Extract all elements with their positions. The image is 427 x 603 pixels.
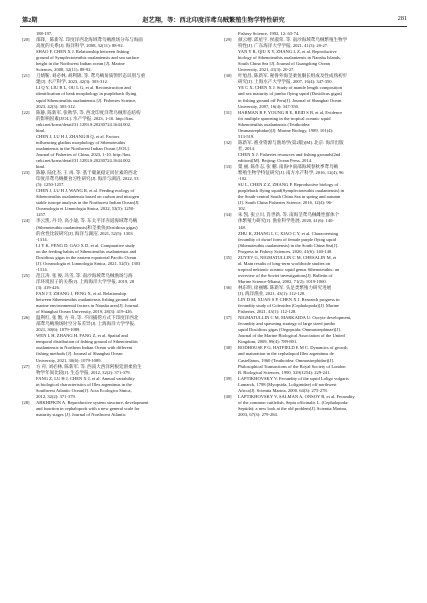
reference-number: [23] xyxy=(22,170,30,176)
reference-line: cnki.net/kcms/detail/31.1283.S.20230724.1644.002. xyxy=(36,157,132,163)
running-title: 赵艺翔，等：西北印度洋鸢乌贼繁殖生物学特性研究 xyxy=(142,17,285,24)
reference-line: (5): 1250-1257. xyxy=(36,182,65,188)
reference-number: [27] xyxy=(22,363,30,369)
reference-line: CHEN J, LU H J, ZHANG B Q, et al. Factors xyxy=(36,133,120,139)
reference-line: 体繁殖力研究[J]. 渔业科学进展, 2020, 41(6): 140- xyxy=(238,218,334,224)
reference-line: [J]. Oceanologia et Limnologia Sinica, 2021, 52(5): 1303 xyxy=(36,260,141,266)
reference-line: 2023, 42(3): 303-312. xyxy=(36,103,76,109)
reference-text: 林东明, 徐丽娜, 陈新军. 头足类繁殖力研究进展 xyxy=(238,284,332,290)
reference-text: LAPTIKHOVSKY V. Fecundity of the squid Loligo vulgaris xyxy=(238,375,349,381)
reference-entry xyxy=(224,345,406,375)
issue-label: 第2期 xyxy=(22,17,38,24)
reference-line: 部鸢乌贼渔场时空分布差异[J]. 上海海洋大学学报, xyxy=(36,321,136,327)
references-right-column xyxy=(224,31,406,418)
reference-line: University, 2021, 30(6): 1079-1089. xyxy=(36,357,102,363)
reference-line: Kingdom, 2009, 89(4): 789-801. xyxy=(238,339,298,345)
reference-line: Dosidicus gigas in the eastern equatorial Pacific Ocean xyxy=(36,254,137,260)
reference-line: squid Dosidicus gigas (Oegopsida: Ommastrephinae)[J]. xyxy=(238,327,341,333)
reference-line: influencing gladius morphology of Sthenoteuthis xyxy=(36,139,126,145)
reference-entry xyxy=(224,140,406,164)
reference-line: Castellanos, 1960 (Teuthoidea: Ommastrephidae)[J]. xyxy=(238,357,335,363)
reference-line: 的影响因素[J/OL]. 水产学报, 2023, 1-10. http://kns. xyxy=(36,115,134,121)
reference-line: squid Sthenoteuthis oualaniensis [J]. Fisheries Science, xyxy=(36,97,137,103)
reference-line: -102. xyxy=(238,176,248,182)
reference-line: CHEN J, LU H J, WANG R, et al. Feeding ecology of xyxy=(36,188,135,194)
reference-text: 朱 凯, 张立川, 肖世新, 等. 南海茎鸢乌贼雌性群体个 xyxy=(238,212,340,218)
reference-number: [30] xyxy=(224,73,232,79)
reference-number: [24] xyxy=(22,218,30,224)
reference-line: on the feeding habits of Sthenoteuthis oualaniensis and xyxy=(36,248,137,254)
reference-number: [31] xyxy=(224,109,232,115)
reference-line: 洋环境因子的关系[J]. 上海海洋大学学报, 2019, 28 xyxy=(36,278,135,284)
reference-text: HARMAN R F, YOUNG R E, REID S B, et al. Evidence xyxy=(238,109,343,115)
reference-number: [22] xyxy=(22,109,30,115)
reference-line: Fishery Science, 1992, 12: 63-74. xyxy=(238,31,300,36)
reference-line: LI Q Y, LIU B L, OU L G, et al. Reconstruction and xyxy=(36,85,131,91)
reference-line: 特性[J]. 广东海洋大学学报, 2021, 41(3): 20-27. xyxy=(238,43,329,49)
reference-line: 1257. xyxy=(36,212,47,218)
reference-line: fecundity of dwarf form of female purple flying squid xyxy=(238,236,336,242)
reference-line: Oceanologia et Limnologia Sinica, 2022, 53(5): 1250- xyxy=(36,206,135,212)
reference-line: biology of Sthenoteuthis oualaniensis in Nansha Islands, xyxy=(238,55,341,61)
reference-line: Sepiida): a new look at the old problem[J]. Scientia Marina, xyxy=(238,405,347,411)
reference-line: 的食性比较研究[J]. 海洋与湖沼, 2021, 52(5): 1303 xyxy=(36,230,133,236)
reference-line: overview of the Soviet investigations[J]. Bulletin of xyxy=(238,272,333,278)
reference-line: Ommastrephidae)[J]. Marine Biology, 1989, 101(4): xyxy=(238,127,334,133)
reference-line: SU L, CHEN Z Z, ZHANG P. Reproductive biology of xyxy=(238,182,339,188)
reference-entry xyxy=(224,212,406,254)
reference-number: [34] xyxy=(224,212,232,218)
reference-line: 高度的关系[J]. 海洋科学, 2008, 32(11): 88-92. xyxy=(36,43,124,49)
reference-line: Sthenoteuthis oualaniensis based on carbon and nitrogen xyxy=(36,194,140,200)
reference-line: identification of beak morphology in purpleback flying xyxy=(36,91,137,97)
reference-line: oualaniensis in the Northwest Indian Ocean [J/OL]. xyxy=(36,145,130,151)
reference-line: (3): 419-426. xyxy=(36,284,60,290)
reference-line: 2003, 67(3): 279-284. xyxy=(238,411,278,417)
reference-number: [35] xyxy=(224,254,232,260)
reference-text: 颜云榕, 邱星宇, 侯淑荣, 等. 南沙海域鸢乌贼繁殖生物学 xyxy=(238,37,348,43)
reference-line: 513-519. xyxy=(238,133,255,139)
reference-line: YE C X, CHEN X J. Study of mantle length composition xyxy=(238,85,343,91)
reference-number: [36] xyxy=(224,284,232,290)
reference-line: al. Main results of long-term worldwide studies on xyxy=(238,260,331,266)
reference-text: 温利红, 张 衡, 方 舟, 等. 不同捕捞方式下印度洋西北 xyxy=(36,315,139,321)
reference-line: (Sthenoteuthis oualaniensis) in the South China Sea[J]. xyxy=(238,242,339,248)
reference-line: marine environmental factors in Nansha area[J]. Journal xyxy=(36,303,139,309)
reference-text: 陈静, 陆化杰, 王 再, 等. 基于碳氮稳定同位素的西北 xyxy=(36,170,138,176)
reference-line: height in the Northwest Indian ocean [J]. Marine xyxy=(36,61,125,67)
header-rule xyxy=(20,26,407,27)
reference-number: [33] xyxy=(224,164,232,170)
reference-line: [J]. 海洋渔业, 2021, 43(1): 112-128. xyxy=(238,291,306,297)
reference-line: 印度洋鸢乌贼摄食习性研究[J]. 海洋与湖沼, 2022, 53 xyxy=(36,176,139,182)
reference-number: [38] xyxy=(224,345,232,351)
reference-entry xyxy=(22,73,204,109)
reference-text: 刀婧靳, 刘必林, 胡利锦, 等. 鸢乌贼角质颚形态识别与重 xyxy=(36,73,146,79)
reference-line: and sex maturity of jumbo flying squid (Dosidicus gigas) xyxy=(238,91,343,97)
reference-line: fecundity study of Coleoidea (Cephalopoda)[J]. Marine xyxy=(238,303,340,309)
reference-entry xyxy=(224,315,406,345)
reference-line: and function in cephalopods with a new general scale for xyxy=(36,405,140,411)
reference-text: 方 舟, 刘必林, 陈新军, 等. 西南大西洋阿根廷滑柔鱼生 xyxy=(36,363,142,369)
reference-line: B. Biological Sciences, 1990, 329(1254): 229-241. xyxy=(238,369,331,375)
reference-line: CHEN X J. Fisheries resources and fishing grounds(2nd xyxy=(238,151,341,157)
page-header xyxy=(0,0,427,28)
reference-line: LI Y K, FENG D, GAO X D, et al. Comparative study xyxy=(36,242,136,248)
reference-line: Journal of Fisheries of China, 2023, 1-10. http://kns. xyxy=(36,151,132,157)
page-number: 281 xyxy=(397,15,407,22)
reference-line: maturity stages [J]. Journal of Northwest Atlantic xyxy=(36,411,126,417)
reference-line: Philosophical Transactions of the Royal Society of London xyxy=(238,363,346,369)
reference-number: [29] xyxy=(224,37,232,43)
reference-number: [40] xyxy=(224,393,232,399)
reference-text: RODHOUSE P G, HATFIELD E M C. Dynamics of growth xyxy=(238,345,348,351)
reference-text: 陈静, 陈新军, 张秋华, 等. 西北印度洋鸢乌贼形态结构 xyxy=(36,109,141,115)
reference-entry xyxy=(22,218,204,272)
reference-line: Marine Science-Miami, 2002, 71(2): 1019-1060. xyxy=(238,278,327,284)
reference-entry xyxy=(22,110,204,170)
reference-text: 粟 丽, 陈作志, 张 鹏. 南海中南部海域春秋季鸢乌贼 xyxy=(238,164,339,170)
reference-line: FANG Z, LU H J, CHEN X J, et al. Annual variability xyxy=(36,375,135,381)
reference-line: for multiple spawning in the tropical oceanic squid xyxy=(238,115,331,121)
reference-entry xyxy=(22,37,204,73)
reference-number: [20] xyxy=(22,37,30,43)
reference-text: NIGMATULLIN C M, MARKAIDA U. Oocyte development, xyxy=(238,315,352,321)
reference-line: oualaniensis in Northern Indian Ocean with different xyxy=(36,345,133,351)
reference-line: 2012, 32(2): 371-379. xyxy=(36,393,76,399)
reference-text: ARKHIPKIN A. Reproductive system structure, development xyxy=(36,399,149,405)
reference-line: -1314. xyxy=(36,266,48,272)
reference-line: 研究[J]. 上海水产大学学报, 2007, 16(4): 347-350. xyxy=(238,79,333,85)
reference-line: 148. xyxy=(238,224,246,230)
reference-line: temporal distribution of fishing ground of Sthenoteuthis xyxy=(36,339,138,345)
reference-line: Sthenoteuthis oualaniensis (Teuthoidea: xyxy=(238,121,311,127)
reference-text: 范江涛, 张 俊, 冯雪, 等. 南沙海域鸢乌贼渔场与海 xyxy=(36,272,133,278)
reference-line: Lamarck, 1798 (Myopsida, Loliginidae) off northwest xyxy=(238,381,337,387)
reference-line: the South-central South China Sea in spring and autumn xyxy=(238,194,341,200)
reference-line: tropical nektonic oceanic squid genus Sthenoteuthis: an xyxy=(238,266,340,272)
reference-line: Journal of the Marine Biological Association of the United xyxy=(238,333,345,339)
reference-entry xyxy=(22,315,204,363)
reference-entry xyxy=(22,400,204,418)
reference-text: 叶旭昌, 陈新军. 秘鲁外海茎柔鱼胴长组成及性成熟初步 xyxy=(238,73,348,79)
reference-line: in biological characteristics of Illex argentinus in the xyxy=(36,381,132,387)
reference-number: [28] xyxy=(22,399,30,405)
reference-line: 社, 2014. xyxy=(238,145,256,151)
reference-line: ground of Symplectoteuthis oualaniensis and sea surface xyxy=(36,55,140,61)
reference-line: html. xyxy=(36,164,46,170)
reference-number: [39] xyxy=(224,375,232,381)
reference-number: [37] xyxy=(224,315,232,321)
reference-line: Progress in Fishery Sciences, 2020, 41(6): 140-148. xyxy=(238,248,333,254)
reference-line: YAN Y R, QIU X Y, ZHANG L Z, et al. Reproductive xyxy=(238,49,337,55)
reference-entry xyxy=(224,73,406,109)
reference-text: 李云凯, 丹 玲, 高小迪, 等. 东太平洋赤道海域鸢乌贼 xyxy=(36,218,138,224)
reference-line: SHAO F, CHEN X J. Relationship between fishing xyxy=(36,49,129,55)
reference-entry xyxy=(22,364,204,400)
reference-line: Africa[J]. Scientia Marina, 2000, 64(3): 275-278. xyxy=(238,387,328,393)
reference-line: 2021, 30(6): 1079-1089. xyxy=(36,327,81,333)
reference-line: WEN L H, ZHANG H, FANG Z, et al. Spatial and xyxy=(36,333,128,339)
reference-line: 102. xyxy=(238,206,246,212)
reference-line: 188-197. xyxy=(36,31,53,36)
reference-line: 物学年间比较[J]. 生态学报, 2012, 32(2): 371-379. xyxy=(36,369,131,375)
reference-line: and maturation in the cephalopod Illex argentinus de xyxy=(238,351,334,357)
reference-line: Fisheries, 2021, 43(1): 112-128. xyxy=(238,309,297,315)
reference-line: Sciences, 2008, 32(11): 88-92. xyxy=(36,67,92,73)
reference-entry xyxy=(224,255,406,285)
reference-line: in fishing ground off Peru[J]. Journal of Shanghai Ocean xyxy=(238,97,342,103)
reference-entry xyxy=(224,394,406,418)
reference-line: stable isotope analysis in the Northwest Indian Ocean[J]. xyxy=(36,200,140,206)
reference-line: 繁殖生物学特征研究[J]. 南方水产科学, 2016, 12(4), 96 xyxy=(238,170,344,176)
reference-entry xyxy=(224,285,406,315)
reference-line: cnki.net/kcms/detail/31.1283.S.20230724.1644.002. xyxy=(36,121,132,127)
reference-line: html. xyxy=(36,127,46,133)
reference-entry xyxy=(22,170,204,218)
reference-line: -1314. xyxy=(36,236,48,242)
reference-line: University, 2007, 16(4): 347-350. xyxy=(238,103,300,109)
reference-number: [32] xyxy=(224,139,232,145)
reference-line: 建[J]. 水产科学, 2023, 42(3): 303-312. xyxy=(36,79,108,85)
reference-entry xyxy=(224,37,406,73)
reference-entry xyxy=(22,273,204,315)
reference-line: fecundity and spawning strategy of large sized jumbo xyxy=(238,321,336,327)
reference-entry xyxy=(224,376,406,394)
reference-number: [26] xyxy=(22,315,30,321)
reference-line: LIN D M, XUAN S P, CHEN X J. Research progress in xyxy=(238,297,340,303)
reference-line: of Shanghai Ocean University, 2019, 28(3): 419-426. xyxy=(36,309,133,315)
reference-line: University, 2021, 41(3): 20-27. xyxy=(238,67,295,73)
reference-line: between Sthenoteuthis oualaniensis fishing ground and xyxy=(36,297,137,303)
reference-text: LAPTIKHOVSKY V, SALMAN A, ONSOY B, et al. Fecundity xyxy=(238,393,355,399)
reference-line: fishing methods [J]. Journal of Shanghai Ocean xyxy=(36,351,123,357)
reference-line: of the common cuttlefish, Sepia officinalis L. (Cephalopoda: xyxy=(238,399,349,405)
reference-line: (Sthenoteuthis oualaniensis)和茎柔鱼(Dosidicus gigas) xyxy=(36,224,138,230)
reference-line: FAN J T, ZHANG J, FENG X, et al. Relationship xyxy=(36,291,127,297)
reference-line: edition)[M]. Beijing: Ocean Press, 2014. xyxy=(238,157,313,163)
reference-line: purpleback flying squid(Symplectoteuthis oualaniensis) in xyxy=(238,188,345,194)
reference-text: ZUYEV G, NIGMATULLIN C M, CHESALIN M, et xyxy=(238,254,337,260)
reference-text: 邵锋，陈新军. 印度洋西北海域鸢乌贼渔场分布与海面 xyxy=(36,37,143,43)
references-left-column xyxy=(22,31,204,418)
reference-entry xyxy=(224,110,406,140)
reference-number: [21] xyxy=(22,73,30,79)
reference-number: [25] xyxy=(22,272,30,278)
reference-line: ZHU K, ZHANG L C, XIAO C Y, et al. Characterising xyxy=(238,230,339,236)
reference-line: Southwest Atlantic Ocean[J]. Acta Ecologica Sinica, xyxy=(36,387,132,393)
reference-entry xyxy=(224,164,406,212)
reference-line: [J]. South China Fisheries Science, 2016, 12(4): 96- xyxy=(238,200,333,206)
reference-line: South China Sea [J]. Journal of Guangdong Ocean xyxy=(238,61,330,67)
reference-text: 陈新军. 渔业资源与渔场学(第2版)[M]. 北京: 海洋出版 xyxy=(238,139,344,145)
